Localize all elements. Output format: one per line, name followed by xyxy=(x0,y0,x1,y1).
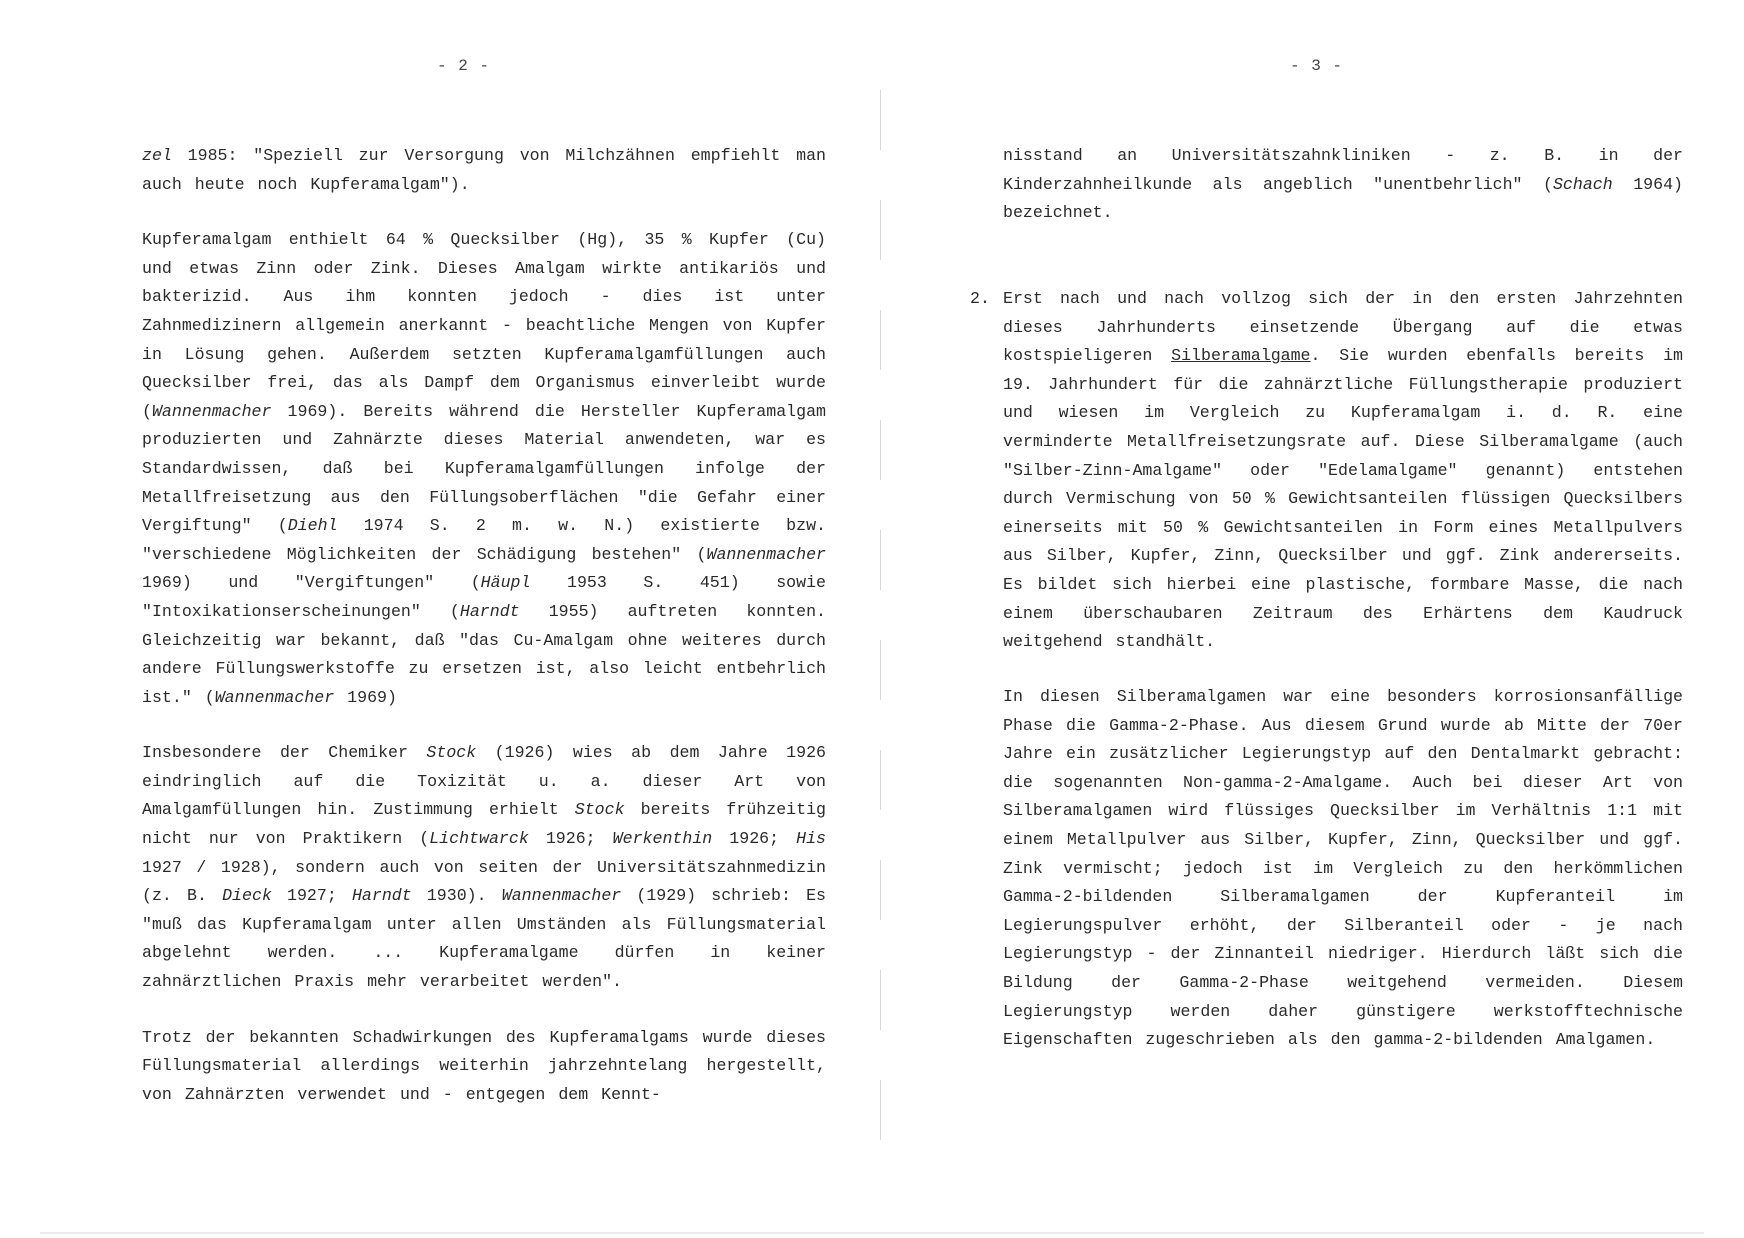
paragraph-text: nisstand an Universitätszahnkliniken - z. B. in der Kinderzahnheilkunde als angeblich "unentbehrlich" ( xyxy=(1003,146,1683,194)
right-paragraph-continuation xyxy=(1003,142,1683,228)
right-paragraph-3 xyxy=(1003,683,1683,1055)
paragraph-text: Kupferamalgam enthielt 64 % Quecksilber (Hg), 35 % Kupfer (Cu) und etwas Zinn oder Zink. Dieses Amalgam wirkte antikariös und bakterizid. Aus ihm konnten jedoch - dies ist unter Zahnmedizinern allgemein anerkannt - beachtliche Mengen von Kupfer in Lösung gehen. Außerdem setzten Kupferamalgamfüllungen auch Quecksilber frei, das als Dampf dem Organismus einverleibt wurde ( xyxy=(142,230,826,421)
paragraph-text: 1953 S. 451) sowie "Intoxikationserscheinungen" ( xyxy=(142,573,827,621)
author-ref: Dieck xyxy=(222,886,272,906)
author-ref: Lichtwarck xyxy=(429,829,529,849)
author-ref: zel xyxy=(142,146,172,165)
author-ref: Wannenmacher xyxy=(151,401,272,421)
paragraph-3 xyxy=(142,739,826,996)
author-ref: Werkenthin xyxy=(612,829,713,849)
paragraph-text: Insbesondere der Chemiker xyxy=(142,743,427,763)
list-item-paragraph xyxy=(1003,285,1683,657)
paragraph-text: 1969) xyxy=(334,687,397,707)
paragraph-text: (1926) wies ab dem Jahre 1926 eindringlich auf die Toxizität u. a. dieser Art von Amalgamfüllungen hin. Zustimmung erhielt xyxy=(142,743,826,820)
author-ref: Wannenmacher xyxy=(501,886,622,906)
paragraph-text: 1964) bezeichnet. xyxy=(1003,174,1683,223)
list-item-number: 2. xyxy=(970,289,990,308)
paragraph-text: 1969) und "Vergiftungen" ( xyxy=(142,573,481,593)
author-ref: Häupl xyxy=(480,573,531,593)
author-ref: Diehl xyxy=(287,516,338,536)
author-ref: Wannenmacher xyxy=(214,687,335,707)
paragraph-text: Trotz der bekannten Schadwirkungen des Kupferamalgams wurde dieses Füllungsmaterial allerdings weiterhin jahrzehntelang hergestellt, von Zahnärzten verwendet und - entgegen dem Kennt- xyxy=(142,1027,826,1104)
author-ref: Schach xyxy=(1552,174,1613,194)
author-ref: Harndt xyxy=(459,601,520,621)
paragraph-text: 1930). xyxy=(411,886,502,906)
page-number-right: - 3 - xyxy=(1290,57,1344,75)
page-number-left: - 2 - xyxy=(437,57,491,75)
paragraph-text: bereits frühzeitig nicht nur von Praktikern ( xyxy=(142,800,827,849)
author-ref: His xyxy=(796,829,826,849)
paragraph-text: In diesen Silberamalgamen war eine besonders korrosionsanfällige Phase die Gamma-2-Phase. Aus diesem Grund wurde ab Mitte der 70er Jahre ein zusätzlicher Legierungstyp auf den Dentalmarkt gebracht: die sogenannten Non-gamma-2-Amalgame. Auch bei dieser Art von Silberamalgamen wird flüssiges Quecksilber im Verhältnis 1:1 mit einem Metallpulver aus Silber, Kupfer, Zinn, Quecksilber und ggf. Zink vermischt; jedoch ist im Vergleich zu den herkömmlichen Gamma-2-bildenden Silberamalgamen der Kupferanteil im Legierungspulver erhöht, der Silberanteil oder - je nach Legierungstyp - der Zinnanteil niedriger. Hierdurch läßt sich die Bildung der Gamma-2-Phase weitgehend vermeiden. Diesem Legierungstyp werden daher günstigere werkstofftechnische Eigenschaften zugeschrieben als den gamma-2-bildenden Amalgamen. xyxy=(1003,687,1683,1050)
paragraph-text: 1969). Bereits während die Hersteller Kupferamalgam produzierten und Zahnärzte dieses Material anwendeten, war es Standardwissen, daß bei Kupferamalgamfüllungen infolge der Metallfreisetzung aus den Füllungsoberflächen "die Gefahr einer Vergiftung" ( xyxy=(142,401,826,536)
paragraph-4 xyxy=(142,1024,826,1110)
paragraph-text: 1985: "Speziell zur Versorgung von Milchzähnen empfiehlt man auch heute noch Kupferamalgam"). xyxy=(142,146,826,194)
page-gutter xyxy=(880,90,881,1170)
author-ref: Stock xyxy=(574,800,625,820)
paragraph-text: 1955) auftreten konnten. Gleichzeitig war bekannt, daß "das Cu-Amalgam ohne weiteres durch andere Füllungswerkstoffe zu ersetzen ist, also leicht entbehrlich ist." ( xyxy=(142,601,826,707)
scan-edge xyxy=(40,1232,1704,1234)
paragraph-text: 1927; xyxy=(271,886,352,906)
paragraph-2 xyxy=(142,226,826,712)
paragraph-text: 1926; xyxy=(528,829,613,849)
paragraph-text: 1974 S. 2 m. w. N.) existierte bzw. "verschiedene Möglichkeiten der Schädigung bestehen" ( xyxy=(142,516,827,564)
paragraph-text: 1926; xyxy=(712,829,797,849)
underlined-term: Silberamalgame xyxy=(1171,346,1311,366)
paragraph-text: . Sie wurden ebenfalls bereits im 19. Jahrhundert für die zahnärztliche Füllungstherapie produziert und wiesen im Vergleich zu Kupferamalgam i. d. R. eine verminderte Metallfreisetzungsrate auf. Diese Silberamalgame (auch "Silber-Zinn-Amalgame" oder "Edelamalgame" genannt) entstehen durch Vermischung von 50 % Gewichtsanteilen flüssigen Quecksilbers einerseits mit 50 % Gewichtsanteilen in Form eines Metallpulvers aus Silber, Kupfer, Zinn, Quecksilber und ggf. Zink andererseits. Es bildet sich hierbei eine plastische, formbare Masse, die nach einem überschaubaren Zeitraum des Erhärtens dem Kaudruck weitgehend standhält. xyxy=(1003,346,1683,652)
author-ref: Stock xyxy=(426,743,477,763)
paragraph-text: 1927 / 1928), sondern auch von seiten der Universitätszahnmedizin (z. B. xyxy=(142,857,826,906)
left-text-column xyxy=(142,142,826,1109)
paragraph-text: Erst nach und nach vollzog sich der in den ersten Jahrzehnten dieses Jahrhunderts einsetzende Übergang auf die etwas kostspieligeren xyxy=(1003,289,1683,366)
author-ref: Harndt xyxy=(351,886,412,906)
paragraph-text: (1929) schrieb: Es "muß das Kupferamalgam unter allen Umständen als Füllungsmaterial abgelehnt werden. ... Kupferamalgame dürfen in keiner zahnärztlichen Praxis mehr verarbeitet werden". xyxy=(142,886,826,992)
paragraph-1 xyxy=(142,142,826,199)
author-ref: Wannenmacher xyxy=(706,544,826,564)
